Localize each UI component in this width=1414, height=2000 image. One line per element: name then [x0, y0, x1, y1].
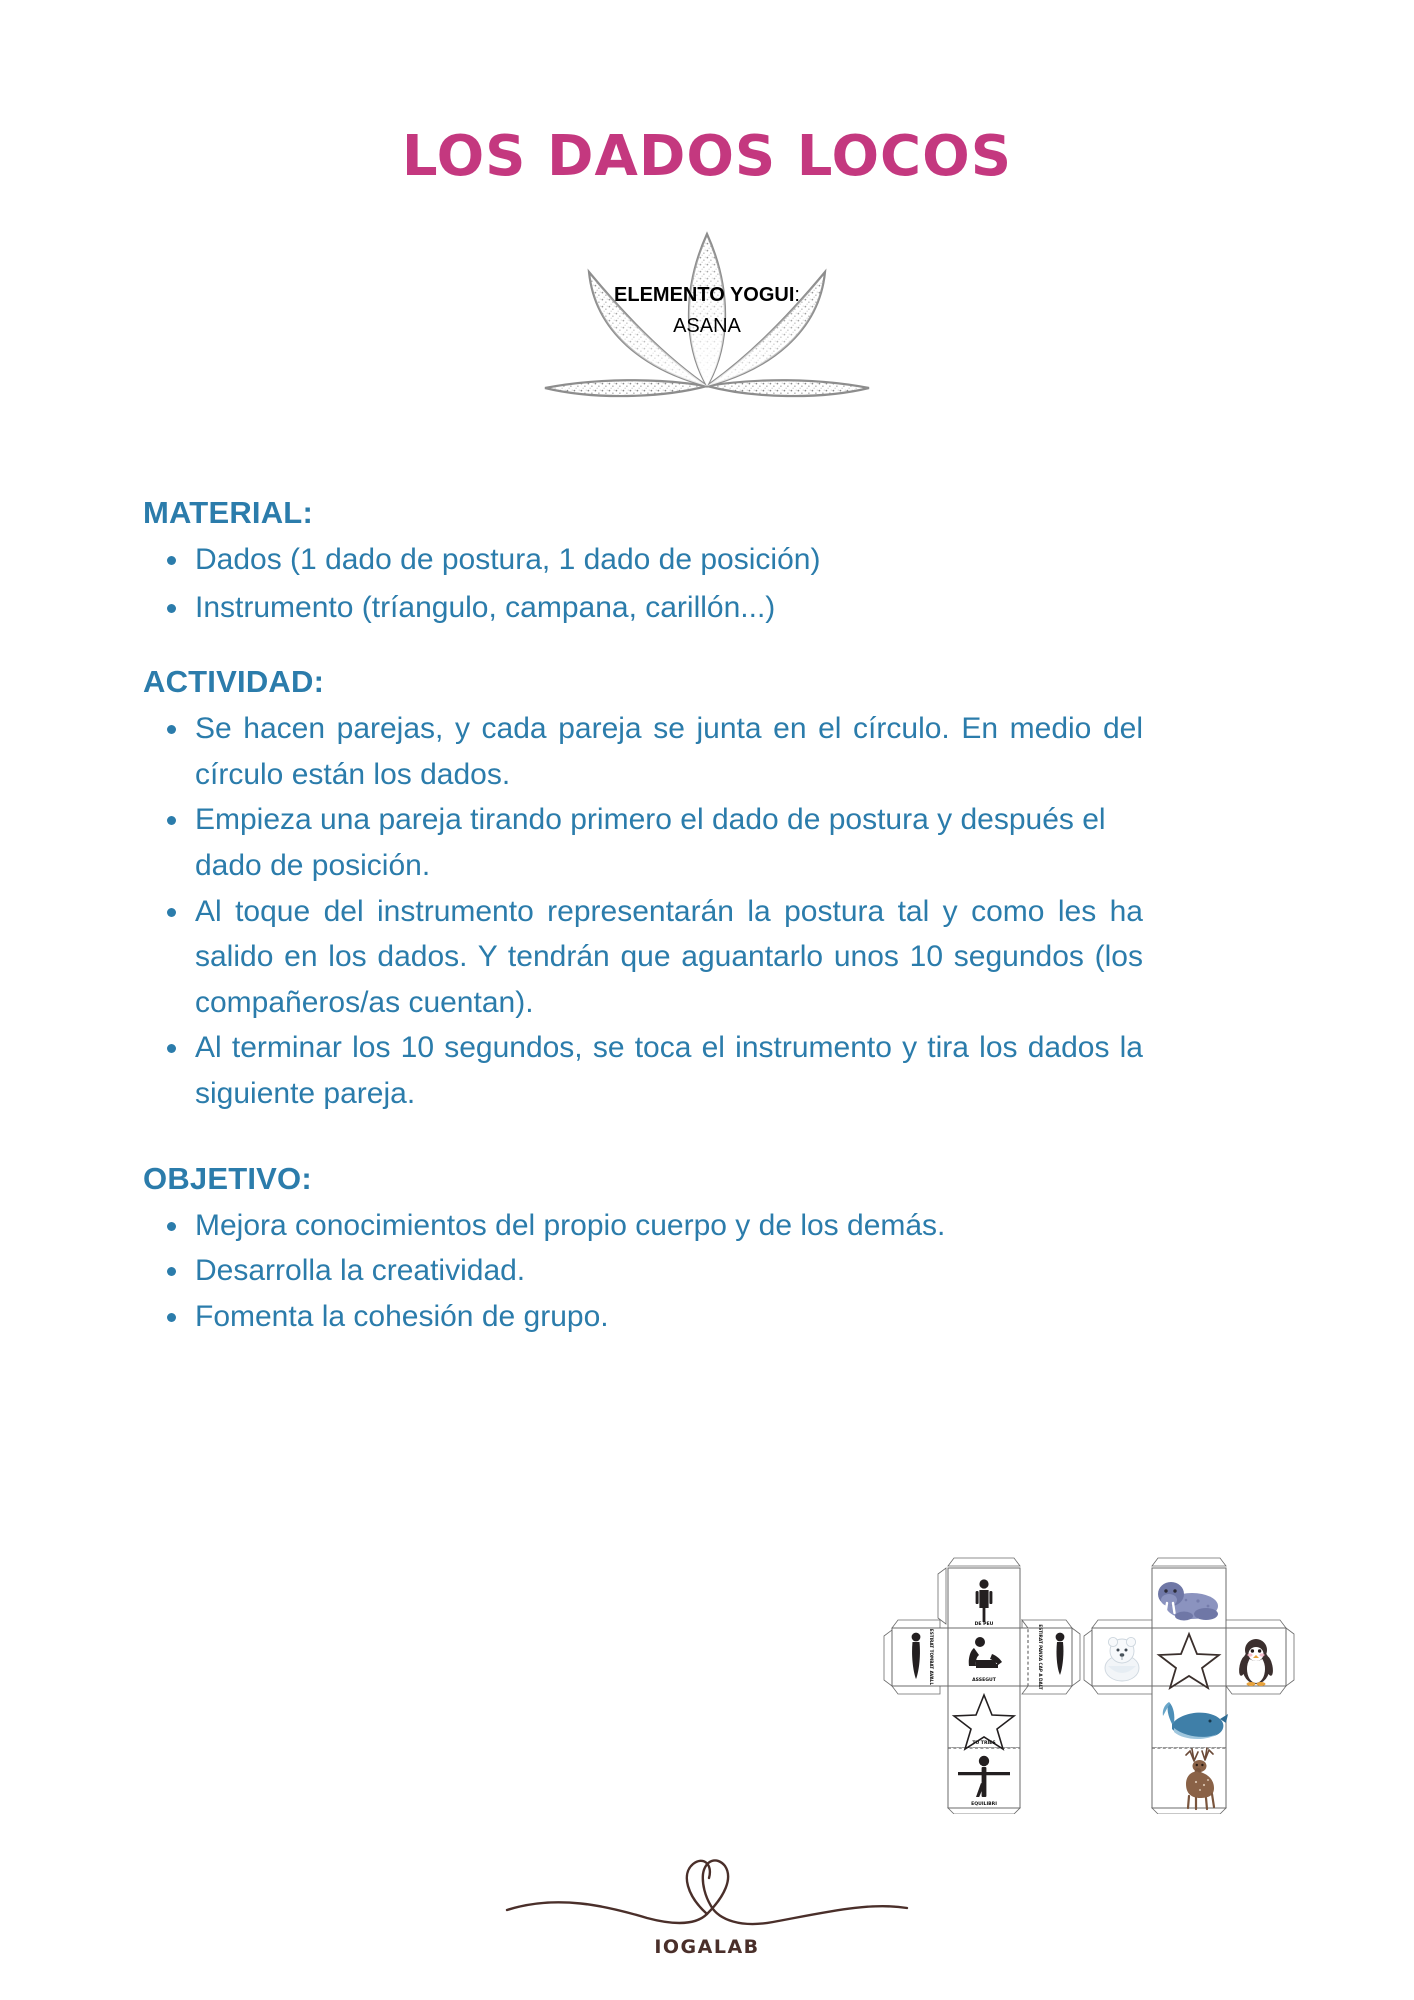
- main-content: [143, 495, 1143, 1369]
- section-heading-actividad: [143, 664, 1143, 700]
- section-heading-material: MATERIAL:: [143, 495, 313, 530]
- dice-net-postura: [876, 1556, 1091, 1814]
- elemento-yogui-label: [0, 280, 1414, 342]
- objetivo-list: [143, 1203, 1143, 1340]
- list-item: Se hacen parejas, y cada pareja se junta en el círculo. En medio del círculo están los dados.: [143, 706, 1143, 797]
- section-heading-objetivo: OBJETIVO:: [143, 1160, 312, 1196]
- page-title: LOS DADOS LOCOS: [401, 124, 1013, 189]
- material-list: [143, 537, 1143, 630]
- die-face-label: TU TRIES: [972, 1741, 996, 1746]
- section-objetivo: [143, 1161, 1143, 1340]
- list-item: Al terminar los 10 segundos, se toca el instrumento y tira los dados la siguiente pareja.: [143, 1025, 1143, 1116]
- section-material: [143, 495, 1143, 630]
- list-item: Al toque del instrumento representarán la postura tal y como les ha salido en los dados. Y tendrán que aguantarlo unos 10 segundos (los compañeros/as cuentan).: [143, 889, 1143, 1026]
- emblem-block: [0, 228, 1414, 408]
- die-face-label: ESTIRAT PANXA CAP A DALT: [1038, 1624, 1043, 1690]
- list-item: Desarrolla la creatividad.: [143, 1248, 1143, 1294]
- list-item: Fomenta la cohesión de grupo.: [143, 1294, 1143, 1340]
- footer-brand: IOGALAB: [654, 1936, 760, 1958]
- die-face-label: DE PEU: [974, 1622, 994, 1627]
- list-item: Instrumento (tríangulo, campana, carillón...): [143, 585, 1143, 631]
- elemento-yogui-key: ELEMENTO YOGUI: [614, 284, 795, 306]
- list-item: Mejora conocimientos del propio cuerpo y de los demás.: [143, 1203, 955, 1249]
- list-item: Dados (1 dado de postura, 1 dado de posición): [143, 537, 1143, 583]
- die-face-label: ESTIRAT TOMBAT AVALL: [929, 1628, 934, 1686]
- polar-bear-icon: [1105, 1637, 1139, 1681]
- dice-net-posicion: [1074, 1556, 1304, 1814]
- section-actividad: [143, 664, 1143, 1116]
- list-item: Empieza una pareja tirando primero el dado de postura y después el dado de posición.: [143, 797, 1143, 888]
- section-heading-actividad-colon: :: [313, 664, 325, 700]
- elemento-yogui-value: ASANA: [673, 315, 741, 337]
- heart-wave-logo-icon: [497, 1848, 917, 1940]
- elemento-yogui-colon: :: [794, 284, 800, 306]
- actividad-list: [143, 706, 1143, 1116]
- die-face-label: ASSEGUT: [972, 1678, 996, 1683]
- section-heading-actividad-text: ACTIVIDAD: [143, 664, 314, 700]
- die-face-label: EQUILIBRI: [971, 1802, 997, 1807]
- dice-nets-illustration: [876, 1556, 1326, 1816]
- footer-logo: [497, 1848, 917, 1978]
